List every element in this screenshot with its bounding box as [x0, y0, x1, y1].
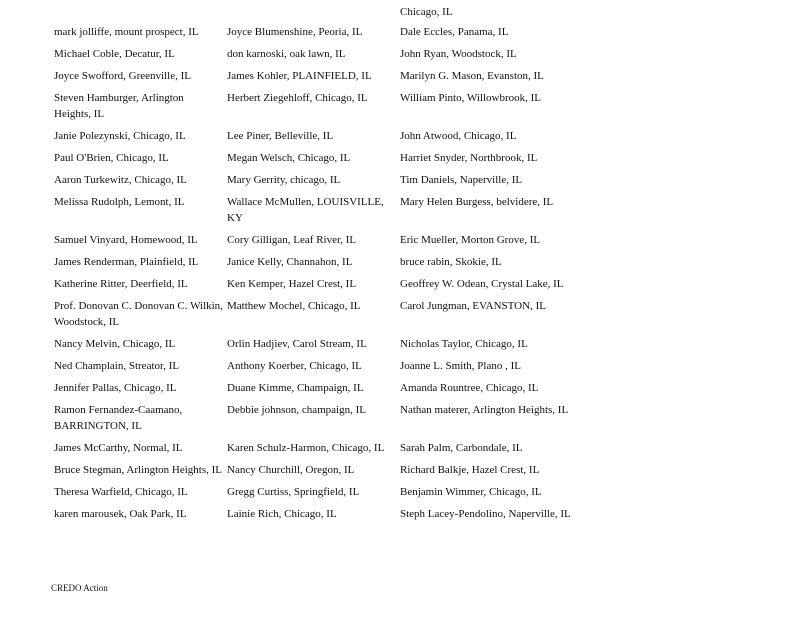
- signatory-entry: Debbie johnson, champaign, IL: [227, 404, 366, 416]
- signatory-entry: Paul O'Brien, Chicago, IL: [54, 152, 169, 164]
- signatory-entry: Janie Polezynski, Chicago, IL: [54, 130, 186, 142]
- footer-source: CREDO Action: [51, 583, 108, 593]
- signatory-entry: James Renderman, Plainfield, IL: [54, 256, 199, 268]
- signatory-entry: Mary Gerrity, chicago, IL: [227, 174, 341, 186]
- table-row: [50, 380, 571, 402]
- table-row: [50, 358, 571, 380]
- table-row: [50, 462, 571, 484]
- table-row: [50, 172, 571, 194]
- signatory-table: [50, 24, 571, 528]
- signatory-entry: Matthew Mochel, Chicago, IL: [227, 300, 361, 312]
- signatory-entry: Carol Jungman, EVANSTON, IL: [400, 300, 546, 312]
- signatory-entry: Michael Coble, Decatur, IL: [54, 48, 175, 60]
- signatory-entry: Aaron Turkewitz, Chicago, IL: [54, 174, 187, 186]
- signatory-entry: Theresa Warfield, Chicago, IL: [54, 486, 188, 498]
- signatory-entry: Nathan materer, Arlington Heights, IL: [400, 404, 569, 416]
- signatory-entry: Katherine Ritter, Deerfield, IL: [54, 278, 188, 290]
- signatory-entry: Ken Kemper, Hazel Crest, IL: [227, 278, 357, 290]
- signatory-entry: Janice Kelly, Channahon, IL: [227, 256, 353, 268]
- signatory-entry: William Pinto, Willowbrook, IL: [400, 92, 541, 104]
- signatory-entry: Karen Schulz-Harmon, Chicago, IL: [227, 442, 385, 454]
- signatory-entry: Joyce Blumenshine, Peoria, IL: [227, 26, 363, 38]
- signatory-entry: Geoffrey W. Odean, Crystal Lake, IL: [400, 278, 564, 290]
- table-row: [50, 440, 571, 462]
- signatory-entry: Cory Gilligan, Leaf River, IL: [227, 234, 357, 246]
- signatory-entry: don karnoski, oak lawn, IL: [227, 48, 346, 60]
- table-row: [50, 150, 571, 172]
- signatory-entry: Anthony Koerber, Chicago, IL: [227, 360, 362, 372]
- table-row: [50, 402, 571, 440]
- table-row: [50, 24, 571, 46]
- signatory-entry: Joyce Swofford, Greenville, IL: [54, 70, 191, 82]
- signatory-entry: John Ryan, Woodstock, IL: [400, 48, 517, 60]
- signatory-entry: Steph Lacey-Pendolino, Naperville, IL: [400, 508, 571, 520]
- signatory-entry: Bruce Stegman, Arlington Heights, IL: [54, 464, 223, 476]
- signatory-entry: Eric Mueller, Morton Grove, IL: [400, 234, 541, 246]
- table-row: [50, 336, 571, 358]
- signatory-entry: Prof. Donovan C. Donovan C. Wilkin, Woodstock, IL: [54, 300, 223, 328]
- signatory-entry: Wallace McMullen, LOUISVILLE, KY: [227, 196, 384, 224]
- signatory-entry: Nancy Melvin, Chicago, IL: [54, 338, 176, 350]
- signatory-entry: Megan Welsch, Chicago, IL: [227, 152, 351, 164]
- table-row: [50, 194, 571, 232]
- signatory-entry: Joanne L. Smith, Plano , IL: [400, 360, 521, 372]
- signatory-entry: Marilyn G. Mason, Evanston, IL: [400, 70, 544, 82]
- signatory-entry: Ned Champlain, Streator, IL: [54, 360, 180, 372]
- signatory-entry: Herbert Ziegehloff, Chicago, IL: [227, 92, 368, 104]
- table-row: [50, 254, 571, 276]
- table-row: [50, 276, 571, 298]
- table-row: [50, 232, 571, 254]
- signatory-entry: karen marousek, Oak Park, IL: [54, 508, 187, 520]
- signatory-entry: Ramon Fernandez-Caamano, BARRINGTON, IL: [54, 404, 183, 432]
- signatory-entry: Lee Piner, Belleville, IL: [227, 130, 334, 142]
- signatory-entry: Dale Eccles, Panama, IL: [400, 26, 509, 38]
- signatory-entry: Sarah Palm, Carbondale, IL: [400, 442, 523, 454]
- signatory-entry: Nancy Churchill, Oregon, IL: [227, 464, 355, 476]
- signatory-entry: Gregg Curtiss, Springfield, IL: [227, 486, 360, 498]
- signatory-entry: John Atwood, Chicago, IL: [400, 130, 517, 142]
- signatory-entry: Jennifer Pallas, Chicago, IL: [54, 382, 177, 394]
- signatory-entry: Samuel Vinyard, Homewood, IL: [54, 234, 198, 246]
- table-row: [50, 298, 571, 336]
- signatory-entry: bruce rabin, Skokie, IL: [400, 256, 502, 268]
- signatory-entry: Orlin Hadjiev, Carol Stream, IL: [227, 338, 367, 350]
- table-row: [50, 90, 571, 128]
- signatory-entry: Nicholas Taylor, Chicago, IL: [400, 338, 528, 350]
- signatory-entry: Duane Kimme, Champaign, IL: [227, 382, 364, 394]
- table-row: [50, 68, 571, 90]
- signatory-entry: Benjamin Wimmer, Chicago, IL: [400, 486, 542, 498]
- signatory-entry: Amanda Rountree, Chicago, IL: [400, 382, 539, 394]
- table-row: [50, 484, 571, 506]
- signatory-rows: [50, 24, 571, 528]
- signatory-entry: Richard Balkje, Hazel Crest, IL: [400, 464, 540, 476]
- signatory-entry: Tim Daniels, Naperville, IL: [400, 174, 523, 186]
- signatory-entry: James Kohler, PLAINFIELD, IL: [227, 70, 372, 82]
- signatory-entry: mark jolliffe, mount prospect, IL: [54, 26, 199, 38]
- signatory-entry: Harriet Snyder, Northbrook, IL: [400, 152, 538, 164]
- signatory-entry: James McCarthy, Normal, IL: [54, 442, 183, 454]
- signatory-entry: Mary Helen Burgess, belvidere, IL: [400, 196, 554, 208]
- table-row: [50, 506, 571, 528]
- signatory-entry: Melissa Rudolph, Lemont, IL: [54, 196, 185, 208]
- signatory-entry: Steven Hamburger, Arlington Heights, IL: [54, 92, 184, 120]
- continued-entry: Chicago, IL: [400, 6, 453, 18]
- signatory-entry: Lainie Rich, Chicago, IL: [227, 508, 337, 520]
- table-row: [50, 128, 571, 150]
- table-row: [50, 46, 571, 68]
